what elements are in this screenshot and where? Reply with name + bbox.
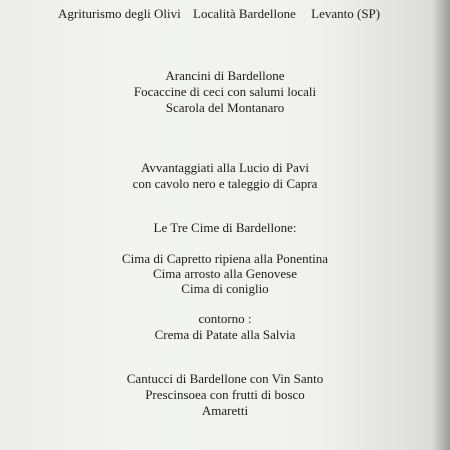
secondi-title: Le Tre Cime di Bardellone: bbox=[153, 220, 297, 235]
contorno-item: Crema di Patate alla Salvia bbox=[154, 327, 296, 342]
primo-2: con cavolo nero e taleggio di Capra bbox=[132, 176, 318, 191]
secondo-2: Cima arrosto alla Genovese bbox=[152, 266, 298, 281]
locality: Località Bardellone bbox=[193, 6, 296, 21]
header bbox=[58, 6, 380, 22]
dolce-2: Prescinsoea con frutti di bosco bbox=[145, 387, 305, 402]
contorno-title: contorno : bbox=[198, 311, 252, 326]
secondo-1: Cima di Capretto ripiena alla Ponentina bbox=[121, 251, 329, 266]
primo-1: Avvantaggiati alla Lucio di Pavi bbox=[141, 160, 309, 175]
dolce-3: Amaretti bbox=[201, 403, 249, 418]
antipasto-1: Arancini di Bardellone bbox=[165, 68, 285, 83]
antipasto-3: Scarola del Montanaro bbox=[165, 100, 285, 115]
dolce-1: Cantucci di Bardellone con Vin Santo bbox=[126, 371, 324, 386]
restaurant-name: Agriturismo degli Olivi bbox=[58, 6, 181, 21]
secondo-3: Cima di coniglio bbox=[181, 281, 269, 296]
antipasto-2: Focaccine di ceci con salumi locali bbox=[133, 84, 317, 99]
town: Levanto (SP) bbox=[311, 6, 381, 21]
